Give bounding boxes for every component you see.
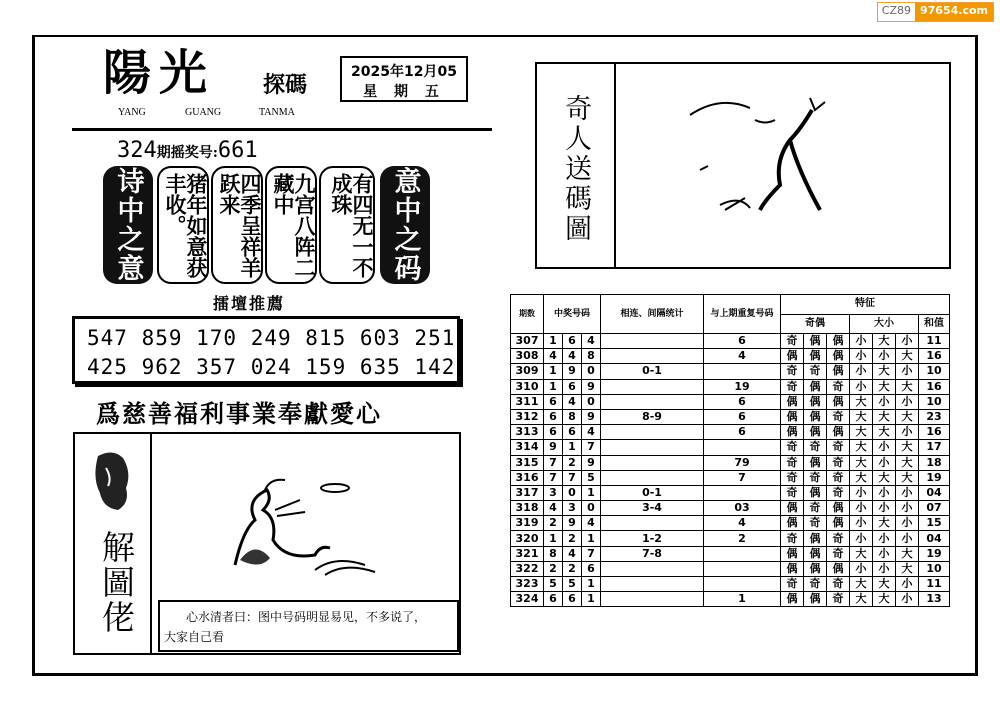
table-cell: 奇 xyxy=(827,470,850,485)
table-cell: 大 xyxy=(896,440,919,455)
table-cell: 奇 xyxy=(781,440,804,455)
table-cell: 03 xyxy=(704,501,781,516)
table-cell: 2 xyxy=(704,531,781,546)
table-cell: 偶 xyxy=(827,349,850,364)
table-cell: 04 xyxy=(919,485,950,500)
table-cell: 偶 xyxy=(804,334,827,349)
table-cell: 奇 xyxy=(781,455,804,470)
table-cell: 310 xyxy=(511,379,544,394)
table-cell: 0 xyxy=(582,501,601,516)
slogan: 爲慈善福利事業奉獻愛心 xyxy=(96,399,382,428)
table-cell: 小 xyxy=(896,334,919,349)
table-cell: 0 xyxy=(582,364,601,379)
table-cell: 1 xyxy=(582,577,601,592)
table-cell: 7 xyxy=(582,546,601,561)
hint-text: 心水清者曰：图中号码明显易见，不多说了， xyxy=(186,610,427,624)
table-row xyxy=(511,364,950,379)
table-cell: 大 xyxy=(873,577,896,592)
watermark-code: CZ89 xyxy=(878,3,915,21)
table-cell: 323 xyxy=(511,577,544,592)
hint-box xyxy=(158,600,459,652)
table-cell: 15 xyxy=(919,516,950,531)
table-cell: 小 xyxy=(850,485,873,500)
table-cell: 奇 xyxy=(781,334,804,349)
recommend-row-2: 425 962 357 024 159 635 142 xyxy=(87,355,456,379)
table-cell: 大 xyxy=(873,516,896,531)
table-cell: 13 xyxy=(919,592,950,607)
col-period: 期数 xyxy=(511,295,544,334)
table-row xyxy=(511,531,950,546)
poem-right-label: 意中之码 xyxy=(380,166,430,284)
table-cell: 大 xyxy=(850,394,873,409)
table-cell: 偶 xyxy=(804,485,827,500)
poem-line-4: 有四无一不成珠 xyxy=(319,166,375,284)
divider xyxy=(72,128,492,131)
table-cell: 8 xyxy=(582,349,601,364)
table-cell xyxy=(601,379,704,394)
table-cell: 偶 xyxy=(827,501,850,516)
recommend-numbers xyxy=(72,316,460,384)
table-cell: 316 xyxy=(511,470,544,485)
table-cell: 313 xyxy=(511,425,544,440)
table-cell: 4 xyxy=(704,516,781,531)
illustration-right-divider xyxy=(614,62,616,269)
table-cell: 04 xyxy=(919,531,950,546)
table-cell: 奇 xyxy=(804,364,827,379)
table-cell: 6 xyxy=(544,592,563,607)
table-cell: 偶 xyxy=(804,561,827,576)
table-cell: 奇 xyxy=(781,577,804,592)
table-row xyxy=(511,592,950,607)
table-cell: 偶 xyxy=(781,501,804,516)
table-cell: 奇 xyxy=(827,409,850,424)
table-cell: 4 xyxy=(563,349,582,364)
table-cell: 大 xyxy=(896,455,919,470)
table-cell: 1 xyxy=(544,531,563,546)
table-cell: 17 xyxy=(919,440,950,455)
bird-drawing-icon xyxy=(215,470,385,585)
table-cell: 0-1 xyxy=(601,364,704,379)
table-cell: 320 xyxy=(511,531,544,546)
table-cell: 4 xyxy=(582,516,601,531)
table-cell: 小 xyxy=(850,516,873,531)
poem-line-3: 九宫八阵二藏中 xyxy=(265,166,317,284)
table-cell: 6 xyxy=(704,334,781,349)
table-cell: 309 xyxy=(511,364,544,379)
pinyin-1: YANG xyxy=(118,107,146,118)
table-cell: 7 xyxy=(544,455,563,470)
table-cell: 16 xyxy=(919,379,950,394)
table-cell: 偶 xyxy=(827,561,850,576)
table-cell: 小 xyxy=(873,440,896,455)
table-cell: 1 xyxy=(704,592,781,607)
table-cell: 9 xyxy=(582,455,601,470)
illustration-left-divider xyxy=(150,432,152,655)
table-cell: 偶 xyxy=(827,394,850,409)
table-cell: 偶 xyxy=(804,394,827,409)
table-row xyxy=(511,379,950,394)
table-cell xyxy=(704,561,781,576)
col-bigsmall: 大小 xyxy=(850,314,919,334)
table-cell: 奇 xyxy=(804,577,827,592)
table-cell: 偶 xyxy=(827,334,850,349)
table-cell: 小 xyxy=(873,349,896,364)
table-cell: 19 xyxy=(919,546,950,561)
draw-label: 期摇奖号: xyxy=(156,145,218,161)
table-cell: 6 xyxy=(704,394,781,409)
pinyin-2: GUANG xyxy=(185,107,222,118)
table-cell: 小 xyxy=(873,561,896,576)
table-cell: 小 xyxy=(896,501,919,516)
table-cell: 7 xyxy=(563,470,582,485)
table-cell: 奇 xyxy=(827,485,850,500)
table-cell xyxy=(601,516,704,531)
table-cell: 319 xyxy=(511,516,544,531)
poem-line-1: 猪年如意获丰收。 xyxy=(157,166,209,284)
table-cell: 311 xyxy=(511,394,544,409)
table-cell: 偶 xyxy=(781,546,804,561)
table-cell: 大 xyxy=(873,592,896,607)
table-cell: 79 xyxy=(704,455,781,470)
table-cell: 1 xyxy=(582,485,601,500)
table-row xyxy=(511,485,950,500)
table-cell: 小 xyxy=(873,485,896,500)
table-cell: 314 xyxy=(511,440,544,455)
table-row xyxy=(511,455,950,470)
table-cell: 6 xyxy=(563,379,582,394)
table-cell: 大 xyxy=(850,455,873,470)
table-cell: 4 xyxy=(544,501,563,516)
table-cell: 2 xyxy=(544,516,563,531)
table-row xyxy=(511,516,950,531)
table-cell: 大 xyxy=(896,409,919,424)
table-cell: 小 xyxy=(896,531,919,546)
table-cell: 7 xyxy=(582,440,601,455)
table-cell: 9 xyxy=(563,516,582,531)
table-cell: 18 xyxy=(919,455,950,470)
table-cell: 偶 xyxy=(781,592,804,607)
table-cell: 偶 xyxy=(781,409,804,424)
table-cell: 11 xyxy=(919,577,950,592)
table-cell: 7 xyxy=(704,470,781,485)
table-cell: 小 xyxy=(850,334,873,349)
table-cell: 3 xyxy=(563,501,582,516)
table-cell: 19 xyxy=(704,379,781,394)
table-cell: 偶 xyxy=(804,531,827,546)
table-cell xyxy=(704,546,781,561)
weekday: 星 期 五 xyxy=(363,84,445,100)
table-cell: 大 xyxy=(873,334,896,349)
table-cell: 1 xyxy=(582,592,601,607)
table-row xyxy=(511,501,950,516)
table-cell: 10 xyxy=(919,394,950,409)
table-row xyxy=(511,409,950,424)
table-cell: 小 xyxy=(850,531,873,546)
table-cell: 19 xyxy=(919,470,950,485)
table-cell xyxy=(601,425,704,440)
draw-period: 324 xyxy=(117,138,157,163)
illustration-left-label: 解圖佬 xyxy=(97,530,136,635)
table-row xyxy=(511,546,950,561)
table-cell: 317 xyxy=(511,485,544,500)
table-cell: 奇 xyxy=(781,379,804,394)
deer-drawing-icon xyxy=(680,90,850,220)
draw-result xyxy=(117,138,258,163)
table-cell: 318 xyxy=(511,501,544,516)
illustration-right-label: 奇人送碼圖 xyxy=(560,94,591,244)
table-cell: 小 xyxy=(896,425,919,440)
table-cell: 2 xyxy=(563,561,582,576)
table-cell: 大 xyxy=(873,425,896,440)
table-cell xyxy=(601,561,704,576)
table-cell: 2 xyxy=(544,561,563,576)
table-cell: 大 xyxy=(850,440,873,455)
hint-text-2: 大家自己看 xyxy=(164,630,225,644)
table-cell: 9 xyxy=(582,409,601,424)
table-cell xyxy=(704,577,781,592)
table-cell: 0 xyxy=(582,394,601,409)
table-cell: 312 xyxy=(511,409,544,424)
col-sum: 和值 xyxy=(919,314,950,334)
table-cell: 奇 xyxy=(804,501,827,516)
table-cell: 奇 xyxy=(804,516,827,531)
table-cell xyxy=(601,577,704,592)
table-cell: 小 xyxy=(896,394,919,409)
table-cell: 大 xyxy=(850,425,873,440)
portrait-icon xyxy=(88,448,138,518)
table-cell xyxy=(601,592,704,607)
table-cell: 大 xyxy=(873,409,896,424)
table-cell: 大 xyxy=(896,546,919,561)
table-cell: 偶 xyxy=(781,516,804,531)
table-cell: 奇 xyxy=(827,379,850,394)
recommend-row-1: 547 859 170 249 815 603 251 xyxy=(87,326,456,350)
table-cell: 偶 xyxy=(804,546,827,561)
table-cell: 大 xyxy=(873,364,896,379)
table-cell: 2 xyxy=(563,531,582,546)
table-cell: 16 xyxy=(919,425,950,440)
table-cell xyxy=(601,394,704,409)
table-cell: 奇 xyxy=(804,440,827,455)
table-cell: 1 xyxy=(582,531,601,546)
table-cell: 6 xyxy=(704,425,781,440)
table-cell: 11 xyxy=(919,334,950,349)
table-cell xyxy=(601,349,704,364)
col-oddeven: 奇偶 xyxy=(781,314,850,334)
table-cell: 奇 xyxy=(827,455,850,470)
history-table xyxy=(510,294,950,607)
table-row xyxy=(511,334,950,349)
table-cell: 小 xyxy=(896,364,919,379)
table-cell: 大 xyxy=(896,470,919,485)
table-cell: 大 xyxy=(850,409,873,424)
table-cell: 偶 xyxy=(804,349,827,364)
table-cell: 小 xyxy=(896,592,919,607)
table-cell: 4 xyxy=(582,425,601,440)
table-row xyxy=(511,349,950,364)
recommend-title: 擂壇推薦 xyxy=(213,294,286,313)
table-cell: 小 xyxy=(896,485,919,500)
table-cell: 小 xyxy=(896,516,919,531)
table-cell: 4 xyxy=(582,334,601,349)
table-cell: 大 xyxy=(850,577,873,592)
table-cell xyxy=(704,364,781,379)
table-cell: 307 xyxy=(511,334,544,349)
table-cell: 10 xyxy=(919,364,950,379)
table-row xyxy=(511,440,950,455)
table-cell: 4 xyxy=(563,394,582,409)
pinyin-3: TANMA xyxy=(259,107,295,118)
table-cell: 9 xyxy=(544,440,563,455)
draw-number: 661 xyxy=(217,138,258,163)
table-cell xyxy=(704,485,781,500)
table-cell: 奇 xyxy=(781,364,804,379)
table-row xyxy=(511,425,950,440)
table-cell: 1 xyxy=(544,379,563,394)
col-stats: 相连、间隔统计 xyxy=(601,295,704,334)
table-cell: 324 xyxy=(511,592,544,607)
date-box xyxy=(340,56,468,102)
table-cell xyxy=(601,470,704,485)
logo-subtitle: 探碼 xyxy=(263,72,308,98)
table-cell: 6 xyxy=(563,425,582,440)
logo: 陽光 xyxy=(103,45,216,101)
table-cell: 大 xyxy=(896,561,919,576)
table-cell: 奇 xyxy=(827,546,850,561)
table-cell: 小 xyxy=(850,561,873,576)
date: 2025年12月05 xyxy=(351,64,457,80)
table-cell: 偶 xyxy=(827,425,850,440)
table-cell: 偶 xyxy=(781,349,804,364)
table-cell: 大 xyxy=(850,592,873,607)
table-cell: 偶 xyxy=(781,425,804,440)
table-cell: 0 xyxy=(563,485,582,500)
col-feature: 特征 xyxy=(781,295,950,315)
table-cell: 偶 xyxy=(804,592,827,607)
table-cell: 奇 xyxy=(827,592,850,607)
table-cell: 2 xyxy=(563,455,582,470)
table-cell: 6 xyxy=(582,561,601,576)
table-cell: 小 xyxy=(873,455,896,470)
table-cell: 小 xyxy=(850,349,873,364)
table-cell: 小 xyxy=(896,577,919,592)
table-cell: 4 xyxy=(704,349,781,364)
table-cell: 小 xyxy=(873,501,896,516)
table-cell: 奇 xyxy=(827,440,850,455)
table-cell: 6 xyxy=(563,334,582,349)
table-cell: 4 xyxy=(563,546,582,561)
table-cell: 6 xyxy=(544,425,563,440)
table-cell: 奇 xyxy=(781,531,804,546)
table-cell: 16 xyxy=(919,349,950,364)
table-cell: 大 xyxy=(896,349,919,364)
table-cell: 小 xyxy=(850,379,873,394)
watermark-site[interactable]: 97654.com xyxy=(915,3,993,21)
table-cell: 5 xyxy=(544,577,563,592)
table-cell: 小 xyxy=(873,394,896,409)
table-cell xyxy=(601,440,704,455)
table-cell: 308 xyxy=(511,349,544,364)
col-winning: 中奖号码 xyxy=(544,295,601,334)
table-cell: 奇 xyxy=(827,577,850,592)
poem-left-label: 诗中之意 xyxy=(103,166,153,284)
table-cell: 奇 xyxy=(804,470,827,485)
table-cell: 1 xyxy=(544,334,563,349)
table-cell: 大 xyxy=(850,470,873,485)
table-row xyxy=(511,561,950,576)
table-cell: 7-8 xyxy=(601,546,704,561)
table-cell: 8-9 xyxy=(601,409,704,424)
table-cell: 9 xyxy=(563,364,582,379)
table-cell: 奇 xyxy=(827,531,850,546)
table-cell: 奇 xyxy=(781,485,804,500)
table-cell: 8 xyxy=(563,409,582,424)
table-cell: 6 xyxy=(563,592,582,607)
table-cell: 07 xyxy=(919,501,950,516)
table-cell: 偶 xyxy=(781,394,804,409)
table-cell: 321 xyxy=(511,546,544,561)
table-cell: 6 xyxy=(544,394,563,409)
table-cell: 315 xyxy=(511,455,544,470)
table-cell: 5 xyxy=(582,470,601,485)
table-cell: 1 xyxy=(544,364,563,379)
col-repeat: 与上期重复号码 xyxy=(704,295,781,334)
table-cell: 大 xyxy=(896,379,919,394)
table-row xyxy=(511,394,950,409)
table-cell: 10 xyxy=(919,561,950,576)
poem-line-2: 四季呈祥羊跃来 xyxy=(211,166,263,284)
table-cell: 3-4 xyxy=(601,501,704,516)
table-cell: 偶 xyxy=(804,409,827,424)
table-cell: 偶 xyxy=(804,455,827,470)
table-cell: 6 xyxy=(704,409,781,424)
table-cell: 大 xyxy=(873,379,896,394)
table-cell: 奇 xyxy=(781,470,804,485)
table-cell: 偶 xyxy=(781,561,804,576)
table-cell: 8 xyxy=(544,546,563,561)
table-cell: 偶 xyxy=(827,364,850,379)
table-cell: 5 xyxy=(563,577,582,592)
table-cell: 偶 xyxy=(804,379,827,394)
table-cell: 23 xyxy=(919,409,950,424)
table-cell: 小 xyxy=(850,501,873,516)
table-cell: 322 xyxy=(511,561,544,576)
table-cell: 偶 xyxy=(827,516,850,531)
table-cell: 大 xyxy=(873,470,896,485)
table-cell xyxy=(601,334,704,349)
table-cell: 3 xyxy=(544,485,563,500)
table-cell: 小 xyxy=(873,546,896,561)
table-cell: 6 xyxy=(544,409,563,424)
table-cell: 0-1 xyxy=(601,485,704,500)
table-cell: 大 xyxy=(850,546,873,561)
table-cell: 4 xyxy=(544,349,563,364)
table-cell xyxy=(704,440,781,455)
table-row xyxy=(511,577,950,592)
table-cell: 偶 xyxy=(804,425,827,440)
watermark xyxy=(877,2,994,22)
table-cell xyxy=(601,455,704,470)
table-cell: 小 xyxy=(850,364,873,379)
table-cell: 9 xyxy=(582,379,601,394)
table-cell: 1 xyxy=(563,440,582,455)
table-cell: 1-2 xyxy=(601,531,704,546)
table-row xyxy=(511,470,950,485)
table-cell: 小 xyxy=(873,531,896,546)
table-cell: 7 xyxy=(544,470,563,485)
